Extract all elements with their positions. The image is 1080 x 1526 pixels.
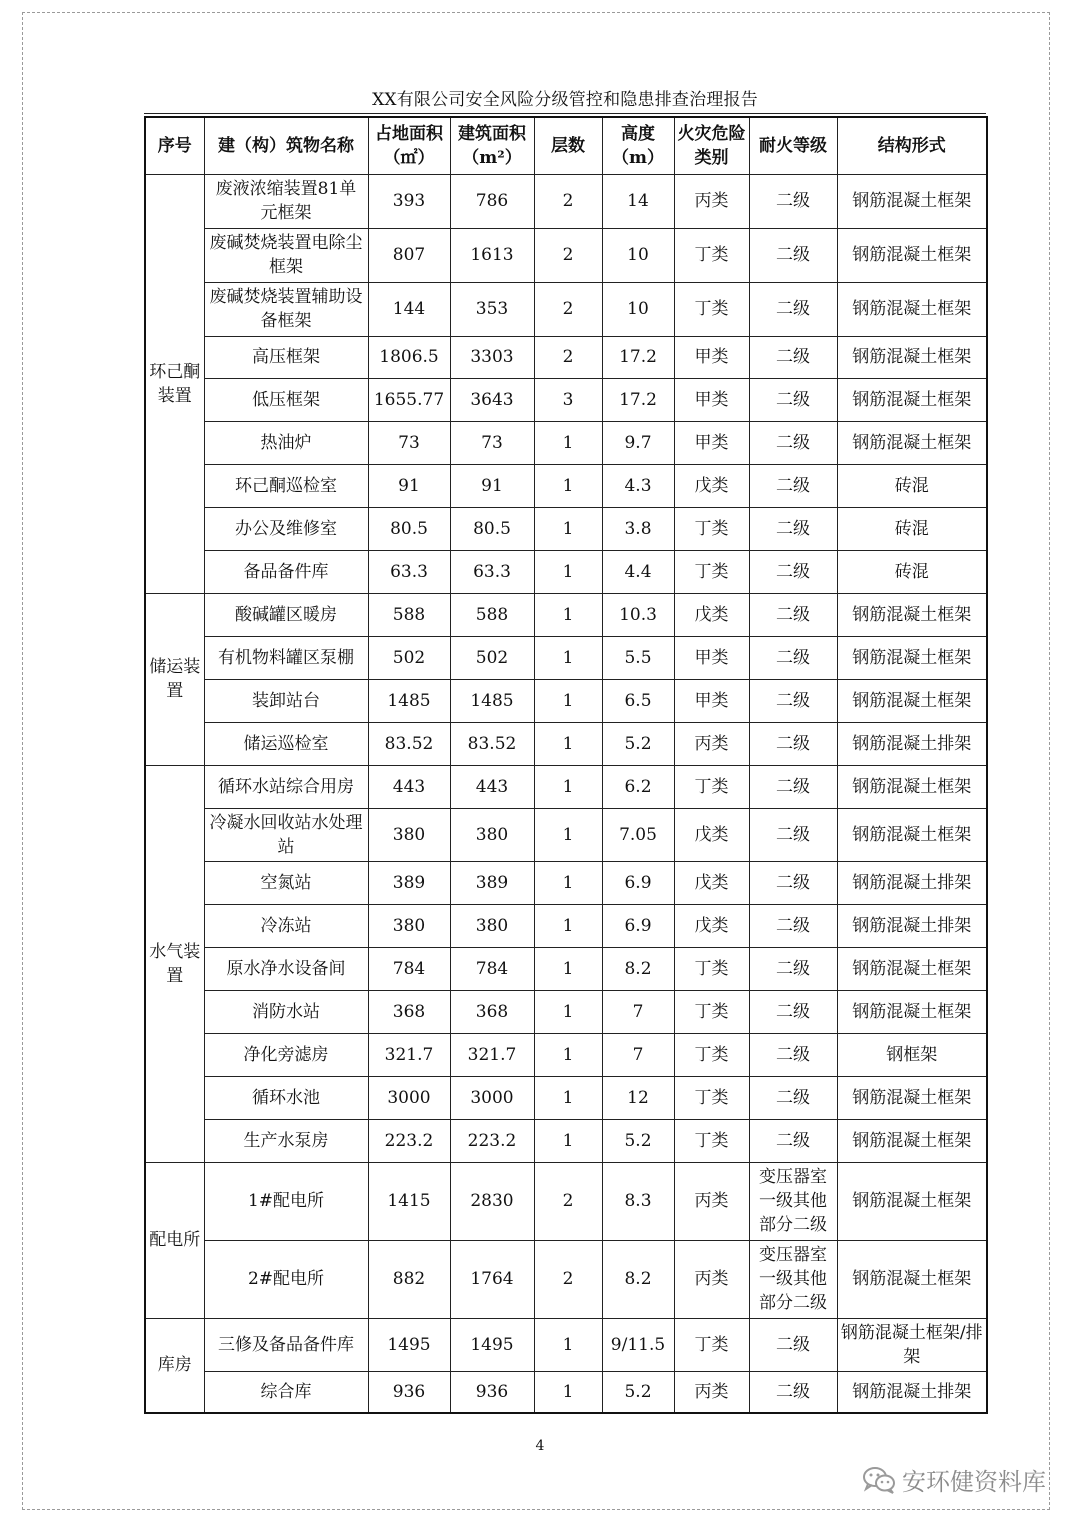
- cell-structure: 钢筋混凝土框架: [837, 1076, 987, 1119]
- cell-floors: 1: [534, 990, 602, 1033]
- cell-fire-risk: 丁类: [674, 765, 749, 808]
- cell-build-area: 502: [450, 636, 534, 679]
- cell-height: 7: [602, 990, 674, 1033]
- cell-build-area: 3643: [450, 378, 534, 421]
- cell-structure: 钢筋混凝土框架: [837, 947, 987, 990]
- cell-fire-risk: 丁类: [674, 1318, 749, 1371]
- cell-fire-risk: 甲类: [674, 336, 749, 378]
- cell-fire-risk: 丁类: [674, 282, 749, 336]
- table-row: [145, 228, 987, 282]
- cell-floors: 1: [534, 1318, 602, 1371]
- table-row: [145, 1033, 987, 1076]
- cell-floors: 3: [534, 378, 602, 421]
- cell-land-area: 389: [368, 861, 450, 904]
- cell-name: 高压框架: [204, 336, 368, 378]
- cell-height: 10: [602, 282, 674, 336]
- cell-build-area: 1485: [450, 679, 534, 722]
- cell-structure: 钢筋混凝土框架: [837, 421, 987, 464]
- cell-fire-rating: 二级: [749, 990, 837, 1033]
- cell-floors: 2: [534, 282, 602, 336]
- cell-land-area: 380: [368, 808, 450, 861]
- cell-height: 3.8: [602, 507, 674, 550]
- cell-floors: 1: [534, 636, 602, 679]
- cell-structure: 钢筋混凝土框架: [837, 378, 987, 421]
- cell-structure: 钢筋混凝土排架: [837, 861, 987, 904]
- cell-land-area: 588: [368, 593, 450, 636]
- cell-structure: 钢筋混凝土框架: [837, 808, 987, 861]
- table-row: [145, 507, 987, 550]
- cell-build-area: 223.2: [450, 1119, 534, 1162]
- table-row: [145, 1371, 987, 1413]
- cell-build-area: 1495: [450, 1318, 534, 1371]
- header-fire-rating: 耐火等级: [749, 117, 837, 174]
- cell-floors: 1: [534, 507, 602, 550]
- cell-floors: 2: [534, 1240, 602, 1318]
- cell-name: 办公及维修室: [204, 507, 368, 550]
- cell-fire-rating: 二级: [749, 1318, 837, 1371]
- cell-floors: 1: [534, 679, 602, 722]
- cell-structure: 钢框架: [837, 1033, 987, 1076]
- cell-fire-rating: 二级: [749, 464, 837, 507]
- cell-fire-risk: 丙类: [674, 1240, 749, 1318]
- cell-structure: 钢筋混凝土框架: [837, 679, 987, 722]
- cell-structure: 钢筋混凝土框架: [837, 765, 987, 808]
- cell-structure: 钢筋混凝土框架: [837, 990, 987, 1033]
- cell-structure: 钢筋混凝土框架: [837, 636, 987, 679]
- cell-height: 7: [602, 1033, 674, 1076]
- cell-height: 9.7: [602, 421, 674, 464]
- cell-land-area: 321.7: [368, 1033, 450, 1076]
- table-row: [145, 947, 987, 990]
- cell-build-area: 353: [450, 282, 534, 336]
- cell-floors: 1: [534, 550, 602, 593]
- document-header-title: XX有限公司安全风险分级管控和隐患排查治理报告: [372, 90, 758, 110]
- header-rule: [144, 113, 986, 114]
- header-floors: 层数: [534, 117, 602, 174]
- cell-fire-rating: 二级: [749, 722, 837, 765]
- cell-floors: 2: [534, 174, 602, 228]
- cell-floors: 2: [534, 1162, 602, 1240]
- cell-build-area: 389: [450, 861, 534, 904]
- group-cell: 配电所: [145, 1162, 204, 1318]
- cell-land-area: 1485: [368, 679, 450, 722]
- cell-name: 循环水池: [204, 1076, 368, 1119]
- cell-structure: 钢筋混凝土框架: [837, 336, 987, 378]
- cell-name: 净化旁滤房: [204, 1033, 368, 1076]
- table-row: [145, 464, 987, 507]
- watermark: [862, 1462, 1046, 1497]
- cell-height: 8.2: [602, 947, 674, 990]
- cell-land-area: 1415: [368, 1162, 450, 1240]
- cell-floors: 2: [534, 336, 602, 378]
- cell-build-area: 1613: [450, 228, 534, 282]
- cell-structure: 钢筋混凝土框架: [837, 174, 987, 228]
- cell-fire-rating: 二级: [749, 679, 837, 722]
- table-row: [145, 1240, 987, 1318]
- cell-floors: 1: [534, 464, 602, 507]
- cell-fire-rating: 变压器室一级其他部分二级: [749, 1240, 837, 1318]
- table-row: [145, 174, 987, 228]
- cell-land-area: 73: [368, 421, 450, 464]
- header-fire-risk: 火灾危险类别: [674, 117, 749, 174]
- header-build-area: 建筑面积（m²）: [450, 117, 534, 174]
- cell-height: 8.2: [602, 1240, 674, 1318]
- table-row: [145, 722, 987, 765]
- cell-name: 低压框架: [204, 378, 368, 421]
- cell-fire-rating: 二级: [749, 1076, 837, 1119]
- cell-structure: 砖混: [837, 550, 987, 593]
- cell-name: 热油炉: [204, 421, 368, 464]
- cell-name: 冷凝水回收站水处理站: [204, 808, 368, 861]
- cell-land-area: 936: [368, 1371, 450, 1413]
- cell-land-area: 91: [368, 464, 450, 507]
- cell-fire-rating: 二级: [749, 636, 837, 679]
- cell-fire-risk: 甲类: [674, 636, 749, 679]
- cell-fire-risk: 戊类: [674, 808, 749, 861]
- table-row: [145, 550, 987, 593]
- cell-structure: 钢筋混凝土框架/排架: [837, 1318, 987, 1371]
- cell-name: 三修及备品备件库: [204, 1318, 368, 1371]
- cell-fire-rating: 二级: [749, 228, 837, 282]
- header-structure: 结构形式: [837, 117, 987, 174]
- cell-land-area: 80.5: [368, 507, 450, 550]
- cell-height: 12: [602, 1076, 674, 1119]
- cell-fire-risk: 丁类: [674, 1119, 749, 1162]
- cell-height: 6.2: [602, 765, 674, 808]
- cell-fire-rating: 二级: [749, 1371, 837, 1413]
- table-row: [145, 990, 987, 1033]
- header-seq: 序号: [145, 117, 204, 174]
- header-name: 建（构）筑物名称: [204, 117, 368, 174]
- cell-structure: 钢筋混凝土框架: [837, 282, 987, 336]
- cell-build-area: 1764: [450, 1240, 534, 1318]
- cell-land-area: 380: [368, 904, 450, 947]
- page-number: 4: [535, 1438, 545, 1454]
- cell-height: 10.3: [602, 593, 674, 636]
- cell-structure: 钢筋混凝土框架: [837, 1162, 987, 1240]
- cell-fire-risk: 戊类: [674, 904, 749, 947]
- cell-structure: 钢筋混凝土框架: [837, 593, 987, 636]
- cell-name: 储运巡检室: [204, 722, 368, 765]
- cell-fire-risk: 甲类: [674, 421, 749, 464]
- cell-floors: 1: [534, 722, 602, 765]
- cell-height: 6.5: [602, 679, 674, 722]
- cell-floors: 1: [534, 1119, 602, 1162]
- table-row: [145, 765, 987, 808]
- cell-height: 5.2: [602, 722, 674, 765]
- cell-build-area: 784: [450, 947, 534, 990]
- cell-name: 装卸站台: [204, 679, 368, 722]
- cell-build-area: 380: [450, 808, 534, 861]
- cell-land-area: 393: [368, 174, 450, 228]
- table-row: [145, 1119, 987, 1162]
- cell-height: 4.4: [602, 550, 674, 593]
- cell-floors: 1: [534, 593, 602, 636]
- cell-height: 17.2: [602, 336, 674, 378]
- cell-name: 废液浓缩装置81单元框架: [204, 174, 368, 228]
- cell-height: 6.9: [602, 904, 674, 947]
- cell-fire-rating: 二级: [749, 904, 837, 947]
- cell-fire-risk: 丙类: [674, 174, 749, 228]
- table-header-row: [145, 117, 987, 174]
- cell-land-area: 63.3: [368, 550, 450, 593]
- cell-name: 综合库: [204, 1371, 368, 1413]
- cell-name: 1#配电所: [204, 1162, 368, 1240]
- cell-fire-risk: 丁类: [674, 228, 749, 282]
- cell-name: 2#配电所: [204, 1240, 368, 1318]
- cell-build-area: 321.7: [450, 1033, 534, 1076]
- cell-build-area: 786: [450, 174, 534, 228]
- table-row: [145, 679, 987, 722]
- cell-fire-risk: 戊类: [674, 593, 749, 636]
- cell-name: 原水净水设备间: [204, 947, 368, 990]
- cell-land-area: 83.52: [368, 722, 450, 765]
- cell-land-area: 368: [368, 990, 450, 1033]
- cell-structure: 钢筋混凝土框架: [837, 1119, 987, 1162]
- cell-name: 环己酮巡检室: [204, 464, 368, 507]
- cell-fire-risk: 丁类: [674, 947, 749, 990]
- cell-fire-rating: 二级: [749, 421, 837, 464]
- cell-fire-rating: 二级: [749, 550, 837, 593]
- cell-build-area: 2830: [450, 1162, 534, 1240]
- cell-height: 7.05: [602, 808, 674, 861]
- cell-height: 9/11.5: [602, 1318, 674, 1371]
- cell-fire-rating: 二级: [749, 1119, 837, 1162]
- cell-fire-risk: 丁类: [674, 550, 749, 593]
- cell-floors: 1: [534, 1076, 602, 1119]
- cell-name: 冷冻站: [204, 904, 368, 947]
- cell-fire-risk: 戊类: [674, 464, 749, 507]
- table-row: [145, 1162, 987, 1240]
- cell-fire-rating: 二级: [749, 808, 837, 861]
- cell-fire-risk: 丙类: [674, 722, 749, 765]
- cell-build-area: 443: [450, 765, 534, 808]
- cell-land-area: 443: [368, 765, 450, 808]
- cell-build-area: 73: [450, 421, 534, 464]
- cell-name: 备品备件库: [204, 550, 368, 593]
- cell-structure: 钢筋混凝土框架: [837, 228, 987, 282]
- table-row: [145, 1318, 987, 1371]
- cell-land-area: 784: [368, 947, 450, 990]
- cell-floors: 1: [534, 904, 602, 947]
- cell-height: 10: [602, 228, 674, 282]
- cell-floors: 1: [534, 421, 602, 464]
- cell-land-area: 1495: [368, 1318, 450, 1371]
- group-cell: 储运装置: [145, 593, 204, 765]
- cell-floors: 1: [534, 765, 602, 808]
- cell-structure: 砖混: [837, 507, 987, 550]
- cell-build-area: 91: [450, 464, 534, 507]
- table-row: [145, 282, 987, 336]
- cell-height: 14: [602, 174, 674, 228]
- group-cell: 环己酮装置: [145, 174, 204, 593]
- wechat-icon: [862, 1466, 896, 1494]
- cell-structure: 砖混: [837, 464, 987, 507]
- cell-fire-rating: 二级: [749, 861, 837, 904]
- cell-fire-risk: 甲类: [674, 378, 749, 421]
- cell-height: 5.5: [602, 636, 674, 679]
- cell-fire-risk: 丁类: [674, 1033, 749, 1076]
- cell-name: 空氮站: [204, 861, 368, 904]
- table-row: [145, 808, 987, 861]
- cell-fire-risk: 丁类: [674, 507, 749, 550]
- table-row: [145, 1076, 987, 1119]
- cell-floors: 2: [534, 228, 602, 282]
- cell-land-area: 882: [368, 1240, 450, 1318]
- cell-name: 循环水站综合用房: [204, 765, 368, 808]
- cell-build-area: 368: [450, 990, 534, 1033]
- cell-land-area: 502: [368, 636, 450, 679]
- cell-land-area: 1806.5: [368, 336, 450, 378]
- table-row: [145, 336, 987, 378]
- cell-structure: 钢筋混凝土排架: [837, 1371, 987, 1413]
- table-row: [145, 904, 987, 947]
- cell-land-area: 1655.77: [368, 378, 450, 421]
- cell-name: 酸碱罐区暖房: [204, 593, 368, 636]
- cell-height: 6.9: [602, 861, 674, 904]
- table-row: [145, 861, 987, 904]
- header-height: 高度（m）: [602, 117, 674, 174]
- table-row: [145, 378, 987, 421]
- cell-fire-rating: 二级: [749, 378, 837, 421]
- cell-height: 17.2: [602, 378, 674, 421]
- cell-build-area: 380: [450, 904, 534, 947]
- group-cell: 水气装置: [145, 765, 204, 1162]
- cell-fire-rating: 变压器室一级其他部分二级: [749, 1162, 837, 1240]
- cell-fire-risk: 丁类: [674, 990, 749, 1033]
- cell-land-area: 144: [368, 282, 450, 336]
- cell-structure: 钢筋混凝土框架: [837, 1240, 987, 1318]
- cell-height: 4.3: [602, 464, 674, 507]
- cell-structure: 钢筋混凝土排架: [837, 722, 987, 765]
- cell-build-area: 588: [450, 593, 534, 636]
- cell-land-area: 3000: [368, 1076, 450, 1119]
- table-row: [145, 636, 987, 679]
- cell-fire-rating: 二级: [749, 174, 837, 228]
- cell-build-area: 936: [450, 1371, 534, 1413]
- watermark-text: 安环健资料库: [902, 1468, 1046, 1496]
- cell-build-area: 80.5: [450, 507, 534, 550]
- cell-height: 5.2: [602, 1371, 674, 1413]
- cell-structure: 钢筋混凝土排架: [837, 904, 987, 947]
- cell-land-area: 807: [368, 228, 450, 282]
- cell-land-area: 223.2: [368, 1119, 450, 1162]
- table-row: [145, 593, 987, 636]
- cell-build-area: 3000: [450, 1076, 534, 1119]
- cell-build-area: 3303: [450, 336, 534, 378]
- cell-fire-risk: 戊类: [674, 861, 749, 904]
- cell-floors: 1: [534, 808, 602, 861]
- cell-fire-risk: 丙类: [674, 1162, 749, 1240]
- cell-fire-rating: 二级: [749, 765, 837, 808]
- cell-name: 废碱焚烧装置电除尘框架: [204, 228, 368, 282]
- cell-fire-rating: 二级: [749, 282, 837, 336]
- cell-fire-rating: 二级: [749, 336, 837, 378]
- cell-name: 有机物料罐区泵棚: [204, 636, 368, 679]
- buildings-table: [144, 116, 988, 1414]
- cell-floors: 1: [534, 861, 602, 904]
- cell-name: 生产水泵房: [204, 1119, 368, 1162]
- cell-floors: 1: [534, 947, 602, 990]
- cell-fire-risk: 甲类: [674, 679, 749, 722]
- cell-build-area: 63.3: [450, 550, 534, 593]
- cell-fire-rating: 二级: [749, 507, 837, 550]
- group-cell: 库房: [145, 1318, 204, 1413]
- cell-floors: 1: [534, 1033, 602, 1076]
- cell-name: 消防水站: [204, 990, 368, 1033]
- cell-name: 废碱焚烧装置辅助设备框架: [204, 282, 368, 336]
- table-row: [145, 421, 987, 464]
- cell-fire-risk: 丁类: [674, 1076, 749, 1119]
- cell-height: 8.3: [602, 1162, 674, 1240]
- header-land-area: 占地面积（㎡）: [368, 117, 450, 174]
- cell-floors: 1: [534, 1371, 602, 1413]
- cell-fire-risk: 丙类: [674, 1371, 749, 1413]
- cell-height: 5.2: [602, 1119, 674, 1162]
- cell-fire-rating: 二级: [749, 593, 837, 636]
- cell-build-area: 83.52: [450, 722, 534, 765]
- cell-fire-rating: 二级: [749, 947, 837, 990]
- cell-fire-rating: 二级: [749, 1033, 837, 1076]
